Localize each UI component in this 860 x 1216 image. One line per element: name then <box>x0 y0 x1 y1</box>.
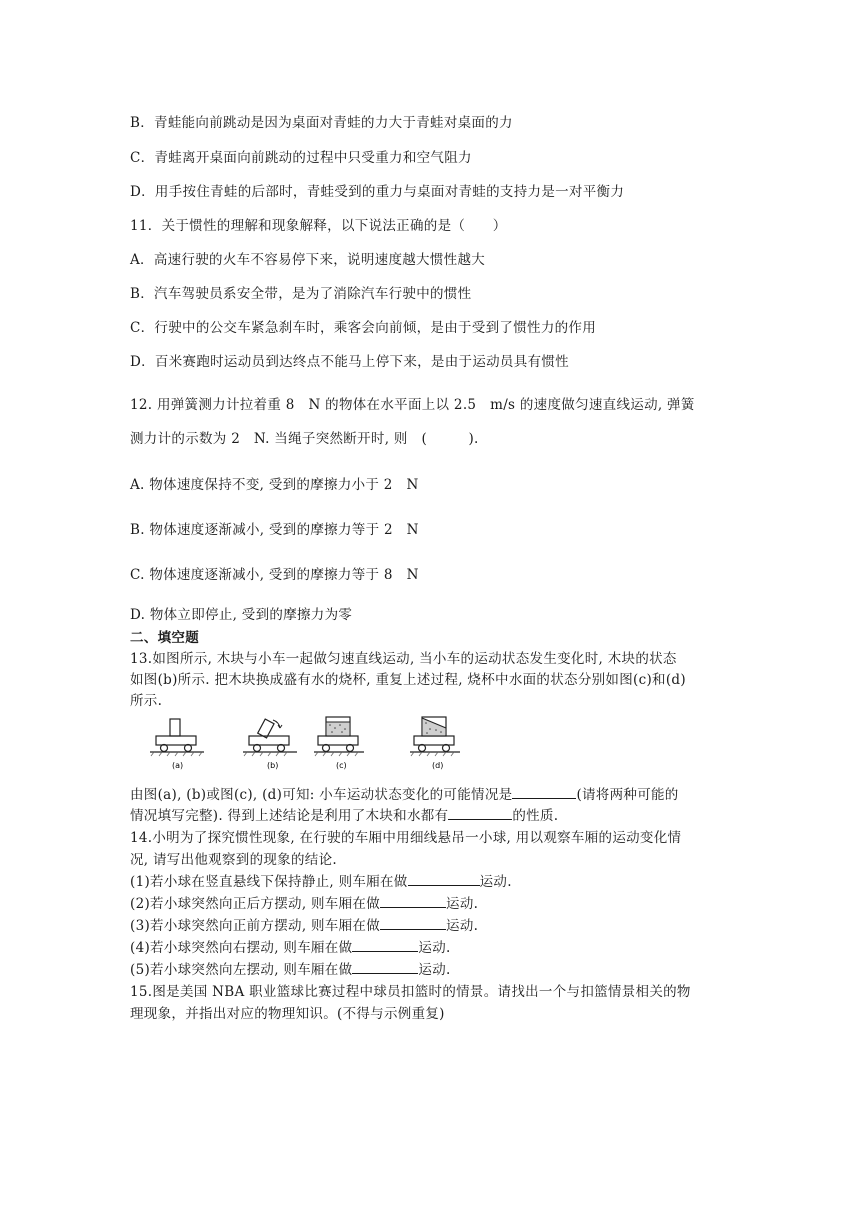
q11-stem: 11．关于惯性的理解和现象解释，以下说法正确的是（ ） <box>130 218 507 234</box>
q11-option-c: C．行驶中的公交车紧急刹车时，乘客会向前倾，是由于受到了惯性力的作用 <box>130 320 597 336</box>
q10-option-c: C．青蛙离开桌面向前跳动的过程中只受重力和空气阻力 <box>130 150 472 166</box>
q14-item-5-end: 运动. <box>418 962 451 978</box>
q14-item-4-text: (4)若小球突然向右摆动, 则车厢在做 <box>130 940 353 956</box>
q14-blank-3[interactable] <box>380 917 446 930</box>
q12-option-c: C. 物体速度逐渐减小, 受到的摩擦力等于 8 N <box>130 567 419 583</box>
q13-line5-text-b: 的性质. <box>512 808 559 824</box>
q14-item-4-end: 运动. <box>418 940 451 956</box>
q14-line1: 14.小明为了探究惯性现象, 在行驶的车厢中用细线悬吊一小球, 用以观察车厢的运动变化情 <box>130 830 682 846</box>
q12-option-a: A. 物体速度保持不变, 受到的摩擦力小于 2 N <box>130 477 419 493</box>
figure-c-label: (c) <box>336 761 347 770</box>
q12-option-d: D. 物体立即停止, 受到的摩擦力为零 <box>130 607 353 623</box>
section-title-fill-in: 二、填空题 <box>130 630 199 646</box>
q14-item-2-text: (2)若小球突然向正后方摆动, 则车厢在做 <box>130 896 381 912</box>
q14-item-2-end: 运动. <box>446 896 479 912</box>
q13-blank-2[interactable] <box>448 807 512 820</box>
q12-stem-line2: 测力计的示数为 2 N. 当绳子突然断开时, 则 ( ). <box>130 431 479 447</box>
figure-d <box>408 714 470 776</box>
q10-option-b: B．青蛙能向前跳动是因为桌面对青蛙的力大于青蛙对桌面的力 <box>130 115 513 131</box>
q14-item-3-end: 运动. <box>446 918 479 934</box>
figure-a <box>150 714 208 776</box>
q14-item-5-text: (5)若小球突然向左摆动, 则车厢在做 <box>130 962 353 978</box>
q13-figure <box>150 714 470 776</box>
q14-blank-4[interactable] <box>352 939 418 952</box>
q12-option-b: B. 物体速度逐渐减小, 受到的摩擦力等于 2 N <box>130 522 419 538</box>
figure-c <box>312 714 374 776</box>
q11-option-d: D．百米赛跑时运动员到达终点不能马上停下来，是由于运动员具有惯性 <box>130 354 569 370</box>
q15-line2: 理现象，并指出对应的物理知识。(不得与示例重复) <box>130 1006 445 1022</box>
q14-blank-1[interactable] <box>408 873 480 886</box>
figure-b-label: (b) <box>267 761 279 770</box>
q13-line4-text-a: 由图(a), (b)或图(c), (d)可知: 小车运动状态变化的可能情况是 <box>130 787 513 803</box>
q13-line1: 13.如图所示, 木块与小车一起做匀速直线运动, 当小车的运动状态发生变化时, 木块的状态 <box>130 651 677 667</box>
q14-item-5 <box>130 958 451 978</box>
q14-item-1-end: 运动. <box>479 874 512 890</box>
figure-d-label: (d) <box>432 761 444 770</box>
q13-line3: 所示. <box>130 693 163 709</box>
q13-line4-text-b: (请将两种可能的 <box>576 787 679 803</box>
q13-line5-text-a: 情况填写完整). 得到上述结论是利用了木块和水都有 <box>130 808 449 824</box>
q14-blank-5[interactable] <box>352 961 418 974</box>
q11-option-a: A．高速行驶的火车不容易停下来，说明速度越大惯性越大 <box>130 252 486 268</box>
q13-blank-1[interactable] <box>512 786 576 799</box>
q13-line2: 如图(b)所示. 把木块换成盛有水的烧杯, 重复上述过程, 烧杯中水面的状态分别如图(c)和(d) <box>130 672 686 688</box>
q10-option-d: D．用手按住青蛙的后部时，青蛙受到的重力与桌面对青蛙的支持力是一对平衡力 <box>130 184 625 200</box>
q14-item-3 <box>130 914 478 934</box>
q14-item-1 <box>130 870 512 890</box>
q12-stem-line1: 12. 用弹簧测力计拉着重 8 N 的物体在水平面上以 2.5 m/s 的速度做匀速直线运动, 弹簧 <box>130 397 695 413</box>
figure-b <box>243 714 303 776</box>
q14-item-3-text: (3)若小球突然向正前方摆动, 则车厢在做 <box>130 918 381 934</box>
q11-option-b: B．汽车驾驶员系安全带，是为了消除汽车行驶中的惯性 <box>130 286 472 302</box>
q14-item-1-text: (1)若小球在竖直悬线下保持静止, 则车厢在做 <box>130 874 408 890</box>
figure-a-label: (a) <box>172 761 184 770</box>
q14-line2: 况, 请写出他观察到的现象的结论. <box>130 852 337 868</box>
q15-line1: 15.图是美国 NBA 职业篮球比赛过程中球员扣篮时的情景。请找出一个与扣篮情景相关的物 <box>130 984 691 1000</box>
q14-item-2 <box>130 892 478 912</box>
q13-line4 <box>130 783 679 803</box>
q13-line5 <box>130 804 558 824</box>
q14-blank-2[interactable] <box>380 895 446 908</box>
q14-item-4 <box>130 936 451 956</box>
